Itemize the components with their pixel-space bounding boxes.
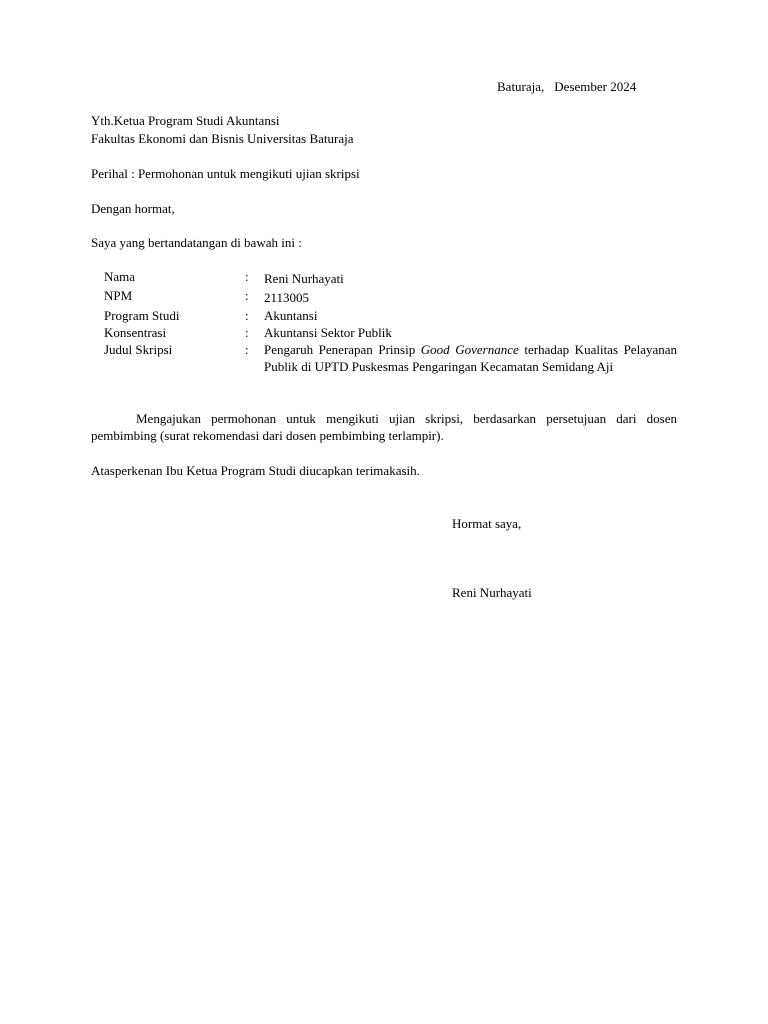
request-paragraph: Mengajukan permohonan untuk mengikuti ujian skripsi, berdasarkan persetujuan dari dosen pembimbing (surat rekomendasi dari dosen pembimbing terlampir). <box>91 411 677 443</box>
identity-value-npm: 2113005 <box>264 290 310 305</box>
place: Baturaja, <box>497 79 545 94</box>
signatory-name: Reni Nurhayati <box>452 585 532 600</box>
subject-text: Permohonan untuk mengikuti ujian skripsi <box>137 166 360 181</box>
identity-label-name: Nama <box>104 269 136 284</box>
place-date-line <box>497 78 636 95</box>
identity-separator: : <box>245 308 249 323</box>
identity-separator: : <box>245 269 249 284</box>
subject-separator: : <box>131 166 135 181</box>
subject-line <box>91 165 360 182</box>
subject-label: Perihal <box>91 166 128 181</box>
identity-value-program: Akuntansi <box>264 308 318 323</box>
identity-value-concentration: Akuntansi Sektor Publik <box>264 325 392 340</box>
thesis-title-part-2: terhadap Kualitas Pelayanan Publik di UPTD Puskesmas Pengaringan Kecamatan Semidang Aji <box>264 342 678 374</box>
thesis-title-italic: Good Governance <box>420 342 519 357</box>
identity-separator: : <box>245 325 249 340</box>
recipient-title: Yth.Ketua Program Studi Akuntansi <box>91 113 280 128</box>
identity-value-name: Reni Nurhayati <box>264 271 344 286</box>
identity-separator: : <box>245 342 249 357</box>
recipient-faculty: Fakultas Ekonomi dan Bisnis Universitas Baturaja <box>91 131 354 146</box>
closing-line: Atasperkenan Ibu Ketua Program Studi diucapkan terimakasih. <box>91 463 420 478</box>
identity-label-thesis-title: Judul Skripsi <box>104 342 173 357</box>
identity-label-npm: NPM <box>104 288 133 303</box>
identity-label-program: Program Studi <box>104 308 180 323</box>
letter-date: Desember 2024 <box>554 79 637 94</box>
intro-line: Saya yang bertandatangan di bawah ini : <box>91 235 302 250</box>
regards-label: Hormat saya, <box>452 516 522 531</box>
identity-label-concentration: Konsentrasi <box>104 325 167 340</box>
identity-separator: : <box>245 288 249 303</box>
thesis-title <box>264 341 677 375</box>
thesis-title-part-1: Pengaruh Penerapan Prinsip <box>264 342 421 357</box>
salutation: Dengan hormat, <box>91 201 175 216</box>
